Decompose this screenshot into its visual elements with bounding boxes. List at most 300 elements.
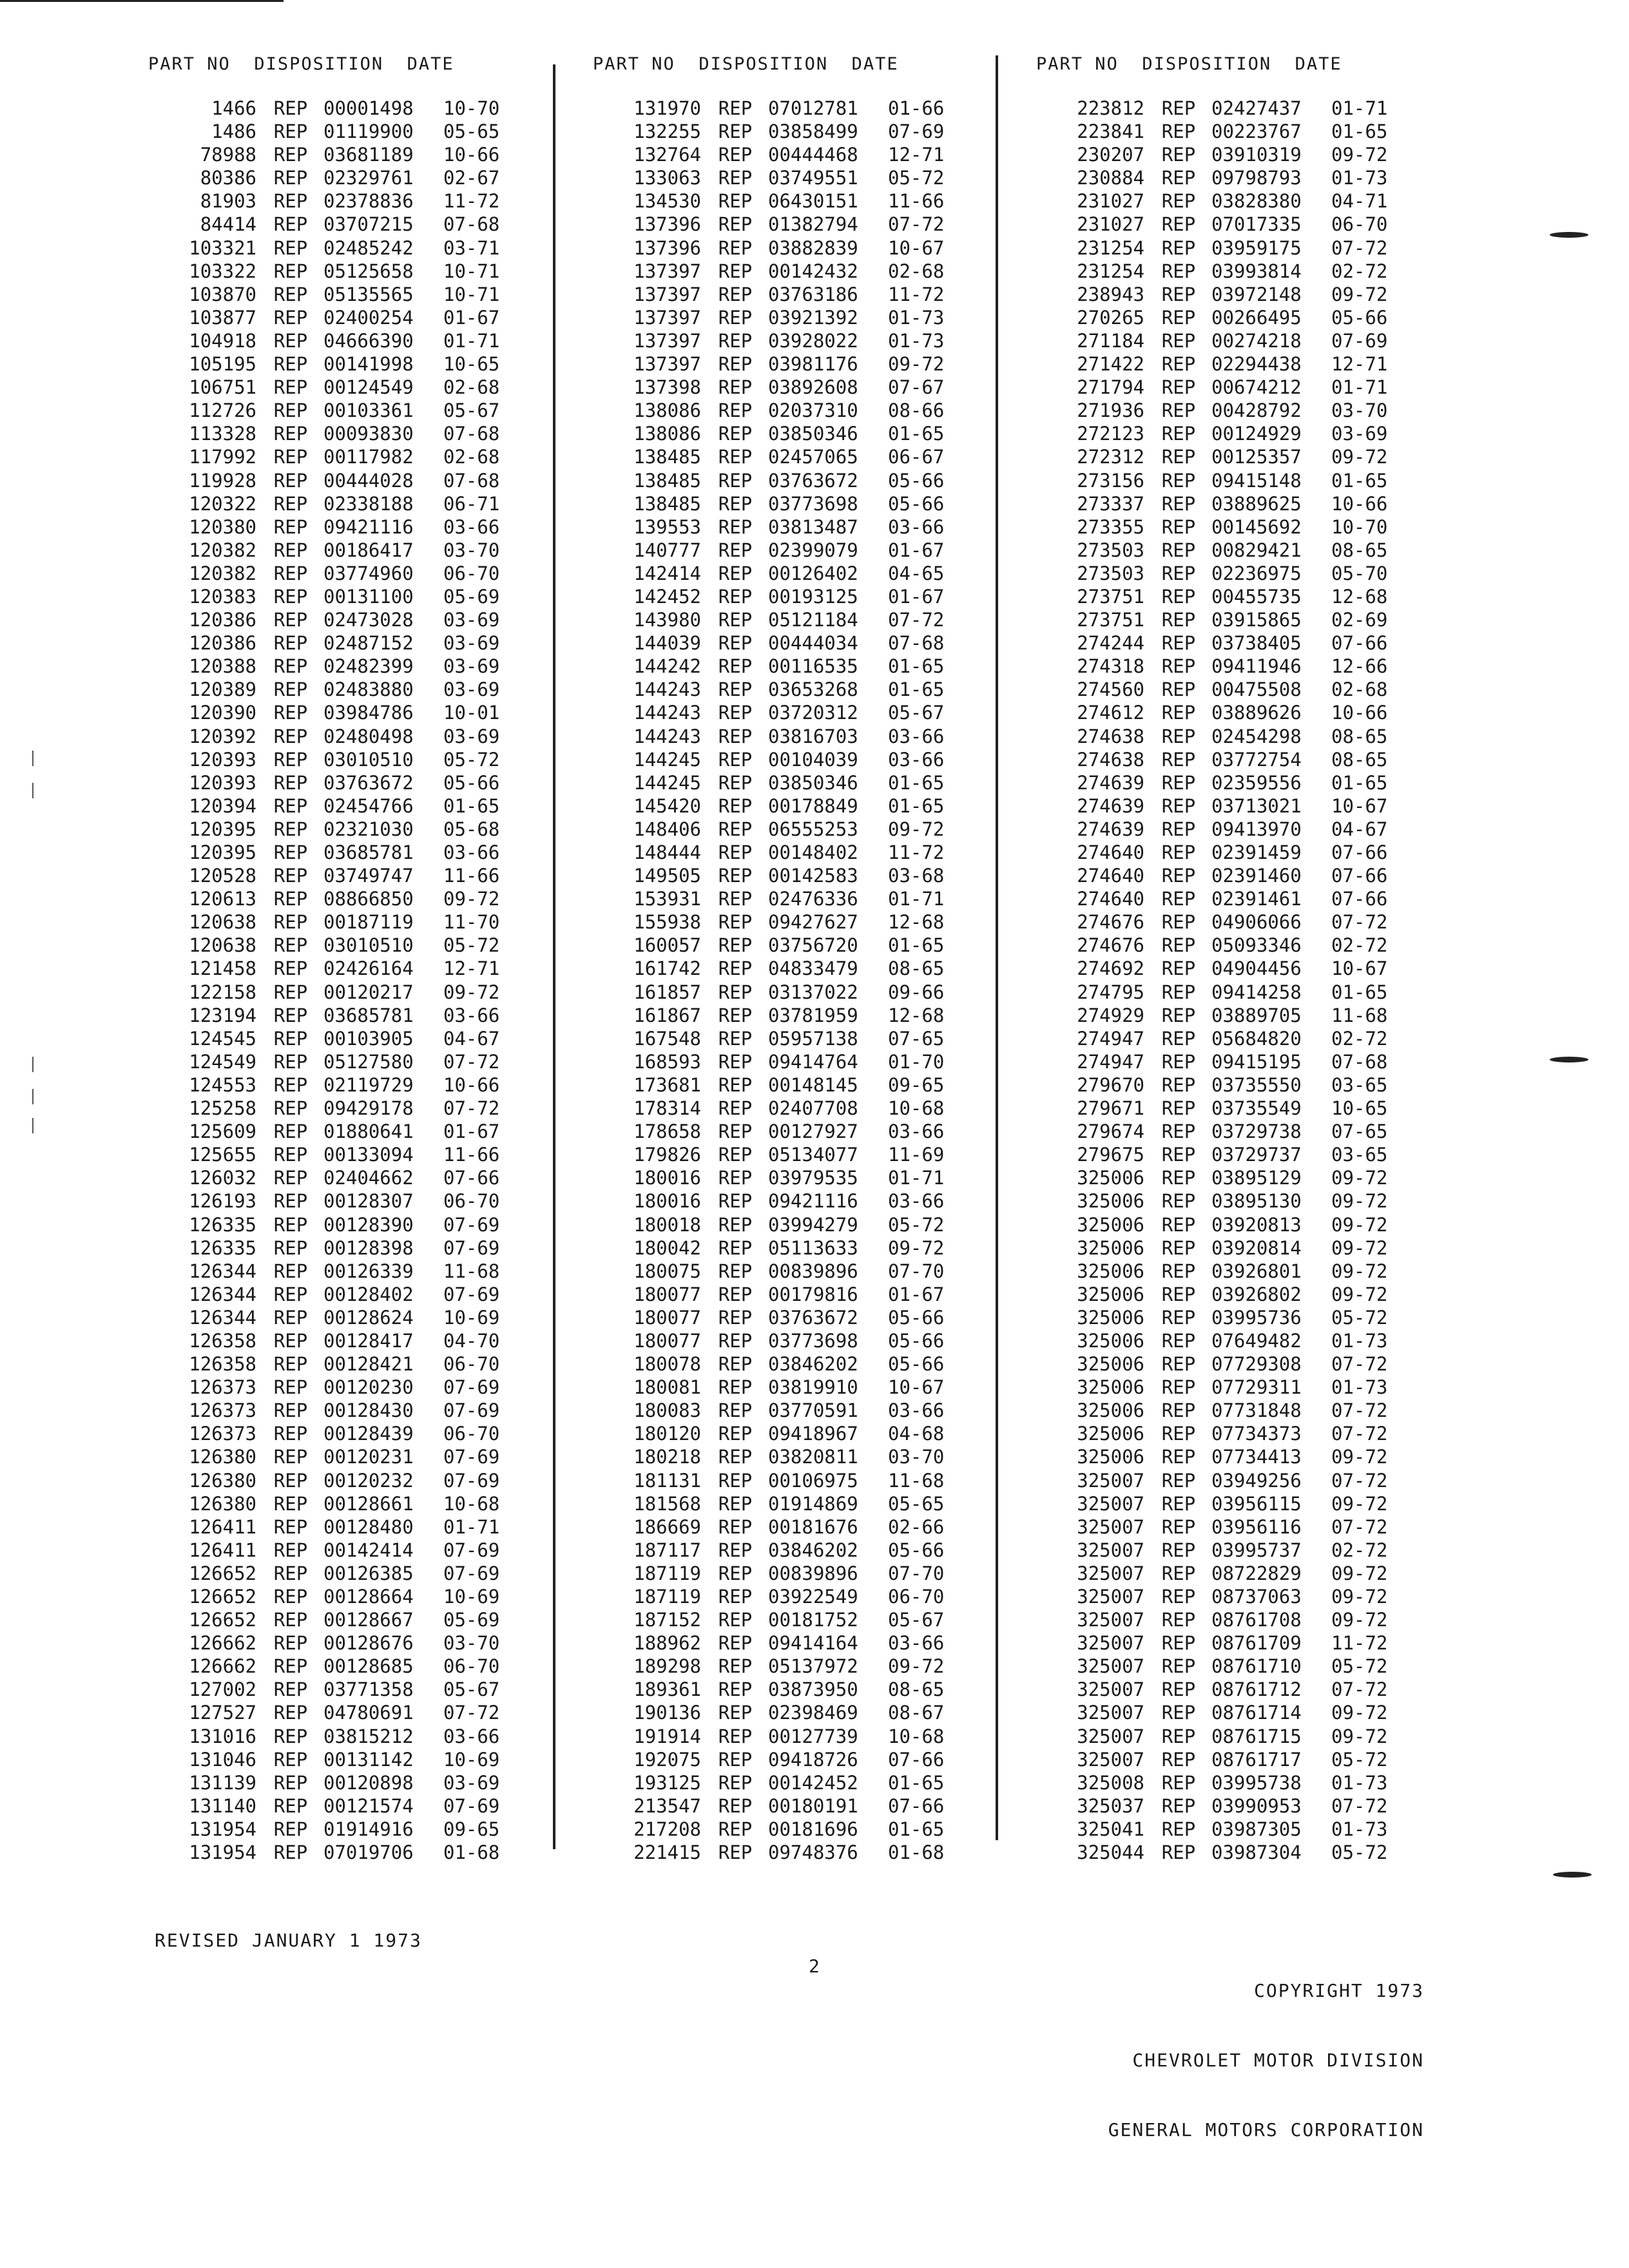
- table-row: [1036, 1329, 1402, 1352]
- table-row: [148, 1771, 514, 1794]
- table-row: [593, 1097, 959, 1120]
- table-row: [148, 166, 514, 189]
- date-cell: 01-65: [1331, 981, 1388, 1003]
- part-no-cell: 124553: [189, 1073, 256, 1096]
- table-row: [593, 166, 959, 189]
- replacement-number-cell: 00128402: [323, 1283, 414, 1305]
- date-cell: 10-66: [1331, 492, 1388, 515]
- part-no-cell: 187119: [633, 1586, 701, 1608]
- replacement-number-cell: 02321030: [323, 818, 414, 840]
- date-cell: 10-68: [888, 1725, 945, 1747]
- part-no-cell: 273156: [1077, 469, 1144, 492]
- replacement-number-cell: 07734373: [1211, 1423, 1302, 1445]
- disposition-cell: REP: [718, 423, 753, 445]
- date-cell: 01-65: [1331, 469, 1388, 492]
- disposition-cell: REP: [1161, 1725, 1196, 1747]
- replacement-number-cell: 03846202: [768, 1539, 858, 1561]
- table-row: [1036, 562, 1402, 585]
- part-no-cell: 325006: [1077, 1446, 1144, 1468]
- table-row: [593, 864, 959, 887]
- date-cell: 06-70: [443, 1353, 500, 1376]
- replacement-number-cell: 03956115: [1211, 1492, 1302, 1515]
- date-cell: 10-65: [443, 353, 500, 376]
- part-no-cell: 272123: [1077, 423, 1144, 445]
- disposition-cell: REP: [1161, 1446, 1196, 1468]
- rows: [148, 97, 514, 1864]
- replacement-number-cell: 00117982: [323, 446, 414, 468]
- table-row: [1036, 515, 1402, 539]
- column-divider: [553, 64, 555, 1849]
- replacement-number-cell: 00128439: [323, 1423, 414, 1445]
- replacement-number-cell: 09413970: [1211, 818, 1302, 840]
- replacement-number-cell: 08761714: [1211, 1702, 1302, 1724]
- replacement-number-cell: 00124929: [1211, 423, 1302, 445]
- replacement-number-cell: 00133094: [323, 1144, 414, 1166]
- part-no-cell: 180077: [633, 1329, 701, 1352]
- date-cell: 11-70: [443, 911, 500, 934]
- part-no-cell: 126662: [189, 1632, 256, 1655]
- date-cell: 01-71: [1331, 376, 1388, 399]
- disposition-cell: REP: [273, 748, 308, 771]
- date-cell: 09-72: [888, 1655, 945, 1678]
- date-cell: 01-67: [888, 585, 945, 608]
- replacement-number-cell: 03685781: [323, 1004, 414, 1026]
- table-row: [593, 213, 959, 236]
- disposition-cell: REP: [1161, 1376, 1196, 1399]
- part-no-cell: 119928: [189, 469, 256, 492]
- date-cell: 07-69: [443, 1446, 500, 1468]
- disposition-cell: REP: [273, 1655, 308, 1678]
- part-no-cell: 137396: [633, 236, 701, 259]
- table-row: [1036, 283, 1402, 306]
- table-row: [593, 539, 959, 562]
- disposition-cell: REP: [1161, 1702, 1196, 1724]
- table-row: [148, 1608, 514, 1631]
- part-no-cell: 138086: [633, 399, 701, 422]
- replacement-number-cell: 00128390: [323, 1213, 414, 1236]
- table-row: [593, 748, 959, 771]
- table-row: [593, 725, 959, 748]
- date-cell: 06-70: [1331, 213, 1388, 236]
- disposition-cell: REP: [718, 794, 753, 817]
- part-no-cell: 137398: [633, 376, 701, 399]
- disposition-cell: REP: [718, 771, 753, 794]
- part-no-cell: 120395: [189, 841, 256, 863]
- disposition-cell: REP: [718, 655, 753, 678]
- replacement-number-cell: 03720312: [768, 702, 858, 724]
- table-row: [148, 1655, 514, 1678]
- disposition-cell: REP: [1161, 376, 1196, 399]
- disposition-cell: REP: [718, 144, 753, 166]
- table-row: [593, 1725, 959, 1748]
- disposition-cell: REP: [1161, 1213, 1196, 1236]
- date-cell: 01-68: [888, 1841, 945, 1864]
- disposition-cell: REP: [1161, 469, 1196, 492]
- table-row: [148, 97, 514, 120]
- date-cell: 12-68: [888, 911, 945, 934]
- date-cell: 10-67: [888, 236, 945, 259]
- scan-tick: [32, 1089, 34, 1104]
- date-cell: 11-72: [1331, 1632, 1388, 1655]
- date-cell: 05-68: [443, 818, 500, 840]
- replacement-number-cell: 05137972: [768, 1655, 858, 1678]
- table-row: [1036, 352, 1402, 376]
- replacement-number-cell: 00131100: [323, 585, 414, 608]
- replacement-number-cell: 02236975: [1211, 562, 1302, 584]
- part-no-cell: 138485: [633, 446, 701, 468]
- date-cell: 03-70: [443, 1632, 500, 1655]
- table-row: [593, 1004, 959, 1027]
- part-no-cell: 120388: [189, 655, 256, 678]
- replacement-number-cell: 04906066: [1211, 911, 1302, 934]
- date-cell: 01-71: [888, 1167, 945, 1189]
- part-no-cell: 273503: [1077, 562, 1144, 584]
- part-no-cell: 137396: [633, 213, 701, 236]
- part-no-cell: 273337: [1077, 492, 1144, 515]
- table-row: [593, 562, 959, 585]
- table-row: [593, 515, 959, 539]
- date-cell: 02-66: [888, 1515, 945, 1538]
- replacement-number-cell: 02457065: [768, 446, 858, 468]
- disposition-cell: REP: [1161, 1399, 1196, 1422]
- replacement-number-cell: 03846202: [768, 1353, 858, 1376]
- replacement-number-cell: 00180191: [768, 1794, 858, 1817]
- replacement-number-cell: 03995737: [1211, 1539, 1302, 1561]
- replacement-number-cell: 03850346: [768, 423, 858, 445]
- part-no-cell: 180077: [633, 1306, 701, 1329]
- table-row: [148, 189, 514, 213]
- replacement-number-cell: 02476336: [768, 888, 858, 910]
- table-row: [1036, 306, 1402, 329]
- replacement-number-cell: 00126339: [323, 1260, 414, 1282]
- part-no-cell: 274929: [1077, 1004, 1144, 1026]
- disposition-cell: REP: [718, 888, 753, 910]
- table-row: [593, 445, 959, 468]
- disposition-cell: REP: [718, 957, 753, 980]
- disposition-cell: REP: [718, 260, 753, 282]
- replacement-number-cell: 02329761: [323, 167, 414, 189]
- table-row: [1036, 1539, 1402, 1562]
- disposition-cell: REP: [273, 1260, 308, 1282]
- disposition-cell: REP: [718, 306, 753, 329]
- replacement-number-cell: 03994279: [768, 1213, 858, 1236]
- disposition-cell: REP: [1161, 1283, 1196, 1305]
- date-cell: 10-66: [443, 144, 500, 166]
- replacement-number-cell: 03858499: [768, 120, 858, 143]
- date-cell: 07-70: [888, 1562, 945, 1584]
- date-cell: 01-65: [888, 1771, 945, 1794]
- replacement-number-cell: 02404662: [323, 1167, 414, 1189]
- date-cell: 03-66: [888, 1190, 945, 1213]
- date-cell: 07-69: [443, 1213, 500, 1236]
- table-row: [1036, 97, 1402, 120]
- date-cell: 06-70: [443, 1423, 500, 1445]
- table-row: [593, 957, 959, 980]
- replacement-number-cell: 03895130: [1211, 1190, 1302, 1213]
- table-row: [1036, 1631, 1402, 1655]
- date-cell: 07-70: [888, 1260, 945, 1282]
- disposition-cell: REP: [273, 1073, 308, 1096]
- disposition-cell: REP: [273, 539, 308, 561]
- part-no-cell: 274640: [1077, 865, 1144, 887]
- part-no-cell: 231254: [1077, 260, 1144, 282]
- part-no-cell: 180083: [633, 1399, 701, 1422]
- date-cell: 09-72: [888, 1236, 945, 1259]
- part-no-cell: 126373: [189, 1376, 256, 1399]
- disposition-cell: REP: [718, 213, 753, 236]
- date-cell: 01-65: [888, 934, 945, 957]
- disposition-cell: REP: [718, 1283, 753, 1305]
- part-no-cell: 126335: [189, 1213, 256, 1236]
- disposition-cell: REP: [273, 1818, 308, 1840]
- date-cell: 09-72: [1331, 1492, 1388, 1515]
- disposition-cell: REP: [273, 818, 308, 840]
- date-cell: 03-69: [443, 609, 500, 631]
- table-row: [593, 306, 959, 329]
- disposition-cell: REP: [1161, 609, 1196, 631]
- part-no-cell: 187117: [633, 1539, 701, 1561]
- replacement-number-cell: 02480498: [323, 725, 414, 747]
- table-row: [148, 771, 514, 794]
- table-row: [1036, 864, 1402, 887]
- disposition-cell: REP: [718, 167, 753, 189]
- disposition-cell: REP: [273, 329, 308, 352]
- replacement-number-cell: 03928022: [768, 329, 858, 352]
- table-row: [593, 1631, 959, 1655]
- disposition-cell: REP: [273, 1283, 308, 1305]
- date-cell: 04-70: [443, 1329, 500, 1352]
- part-no-cell: 138086: [633, 423, 701, 445]
- part-no-cell: 125258: [189, 1097, 256, 1120]
- disposition-cell: REP: [1161, 1469, 1196, 1492]
- table-row: [148, 1236, 514, 1260]
- part-no-cell: 221415: [633, 1841, 701, 1864]
- disposition-cell: REP: [1161, 1586, 1196, 1608]
- replacement-number-cell: 02391461: [1211, 888, 1302, 910]
- replacement-number-cell: 09421116: [323, 515, 414, 538]
- replacement-number-cell: 03956116: [1211, 1515, 1302, 1538]
- part-no-cell: 187119: [633, 1562, 701, 1584]
- page-number: 2: [809, 1956, 821, 1977]
- disposition-cell: REP: [1161, 1562, 1196, 1584]
- replacement-number-cell: 03781959: [768, 1004, 858, 1026]
- replacement-number-cell: 09415195: [1211, 1050, 1302, 1073]
- part-no-cell: 144245: [633, 748, 701, 771]
- date-cell: 01-67: [443, 1120, 500, 1143]
- replacement-number-cell: 04666390: [323, 329, 414, 352]
- table-row: [1036, 1027, 1402, 1050]
- part-no-cell: 120386: [189, 609, 256, 631]
- table-row: [148, 1352, 514, 1376]
- date-cell: 01-73: [1331, 1771, 1388, 1794]
- table-row: [148, 143, 514, 166]
- date-cell: 07-69: [443, 1469, 500, 1492]
- part-no-cell: 126193: [189, 1190, 256, 1213]
- date-cell: 12-68: [1331, 585, 1388, 608]
- replacement-number-cell: 03921392: [768, 306, 858, 329]
- table-row: [1036, 934, 1402, 957]
- scan-tick: [32, 1057, 34, 1072]
- part-no-cell: 145420: [633, 794, 701, 817]
- part-no-cell: 138485: [633, 469, 701, 492]
- date-cell: 01-73: [1331, 1329, 1388, 1352]
- disposition-cell: REP: [1161, 888, 1196, 910]
- part-no-cell: 126373: [189, 1399, 256, 1422]
- disposition-cell: REP: [1161, 1609, 1196, 1631]
- part-no-cell: 126411: [189, 1539, 256, 1561]
- replacement-number-cell: 00126402: [768, 562, 858, 584]
- date-cell: 06-70: [443, 1655, 500, 1678]
- part-no-cell: 149505: [633, 865, 701, 887]
- replacement-number-cell: 02482399: [323, 655, 414, 678]
- date-cell: 03-66: [443, 1004, 500, 1026]
- part-no-cell: 144243: [633, 702, 701, 724]
- replacement-number-cell: 03873950: [768, 1678, 858, 1701]
- disposition-cell: REP: [718, 1748, 753, 1771]
- replacement-number-cell: 05135565: [323, 283, 414, 305]
- date-cell: 01-66: [888, 97, 945, 119]
- date-cell: 11-72: [443, 190, 500, 213]
- part-no-cell: 273355: [1077, 515, 1144, 538]
- date-cell: 09-72: [1331, 1725, 1388, 1747]
- date-cell: 10-71: [443, 283, 500, 305]
- part-no-cell: 325007: [1077, 1492, 1144, 1515]
- table-row: [1036, 1725, 1402, 1748]
- disposition-cell: REP: [718, 353, 753, 376]
- table-row: [148, 1073, 514, 1097]
- disposition-cell: REP: [273, 678, 308, 701]
- table-row: [1036, 1004, 1402, 1027]
- date-cell: 02-68: [888, 260, 945, 282]
- part-no-cell: 238943: [1077, 283, 1144, 305]
- table-row: [1036, 748, 1402, 771]
- replacement-number-cell: 00223767: [1211, 120, 1302, 143]
- disposition-cell: REP: [718, 562, 753, 584]
- table-row: [593, 1166, 959, 1189]
- date-cell: 07-65: [1331, 1120, 1388, 1143]
- table-row: [593, 1236, 959, 1260]
- date-cell: 01-65: [888, 794, 945, 817]
- replacement-number-cell: 03770591: [768, 1399, 858, 1422]
- replacement-number-cell: 03749747: [323, 865, 414, 887]
- part-no-cell: 180077: [633, 1283, 701, 1305]
- part-no-cell: 274318: [1077, 655, 1144, 678]
- disposition-cell: REP: [718, 539, 753, 561]
- replacement-number-cell: 02487152: [323, 632, 414, 655]
- part-no-cell: 325006: [1077, 1329, 1144, 1352]
- table-row: [148, 818, 514, 841]
- date-cell: 03-66: [443, 515, 500, 538]
- replacement-number-cell: 01880641: [323, 1120, 414, 1143]
- replacement-number-cell: 07017335: [1211, 213, 1302, 236]
- disposition-cell: REP: [273, 1446, 308, 1468]
- replacement-number-cell: 00120217: [323, 981, 414, 1003]
- date-cell: 10-66: [443, 1073, 500, 1096]
- table-row: [593, 1445, 959, 1468]
- part-no-cell: 126380: [189, 1469, 256, 1492]
- replacement-number-cell: 03959175: [1211, 236, 1302, 259]
- part-no-cell: 120393: [189, 748, 256, 771]
- part-no-cell: 126358: [189, 1353, 256, 1376]
- disposition-cell: REP: [273, 376, 308, 399]
- part-no-cell: 190136: [633, 1702, 701, 1724]
- date-cell: 04-65: [888, 562, 945, 584]
- part-no-cell: 131140: [189, 1794, 256, 1817]
- part-no-cell: 126373: [189, 1423, 256, 1445]
- table-row: [1036, 1260, 1402, 1283]
- disposition-cell: REP: [1161, 1748, 1196, 1771]
- disposition-cell: REP: [273, 1539, 308, 1561]
- replacement-number-cell: 02485242: [323, 236, 414, 259]
- date-cell: 05-67: [888, 1609, 945, 1631]
- date-cell: 07-69: [443, 1236, 500, 1259]
- disposition-cell: REP: [273, 144, 308, 166]
- date-cell: 01-73: [888, 329, 945, 352]
- date-cell: 09-72: [1331, 446, 1388, 468]
- table-row: [593, 1515, 959, 1539]
- replacement-number-cell: 00839896: [768, 1260, 858, 1282]
- replacement-number-cell: 05127580: [323, 1050, 414, 1073]
- disposition-cell: REP: [273, 1004, 308, 1026]
- part-no-cell: 144243: [633, 678, 701, 701]
- scan-tick: [32, 751, 34, 766]
- date-cell: 05-66: [888, 469, 945, 492]
- disposition-cell: REP: [1161, 911, 1196, 934]
- disposition-cell: REP: [273, 1167, 308, 1189]
- date-cell: 11-66: [443, 1144, 500, 1166]
- part-no-cell: 126662: [189, 1655, 256, 1678]
- date-cell: 03-66: [888, 748, 945, 771]
- date-cell: 01-71: [888, 888, 945, 910]
- part-no-cell: 153931: [633, 888, 701, 910]
- disposition-cell: REP: [1161, 818, 1196, 840]
- replacement-number-cell: 03763672: [323, 771, 414, 794]
- date-cell: 04-68: [888, 1423, 945, 1445]
- part-no-cell: 126335: [189, 1236, 256, 1259]
- disposition-cell: REP: [1161, 306, 1196, 329]
- table-row: [1036, 213, 1402, 236]
- part-no-cell: 325006: [1077, 1190, 1144, 1213]
- replacement-number-cell: 03819910: [768, 1376, 858, 1399]
- table-row: [593, 283, 959, 306]
- part-no-cell: 120382: [189, 562, 256, 584]
- table-row: [148, 701, 514, 724]
- part-no-cell: 123194: [189, 1004, 256, 1026]
- disposition-cell: REP: [718, 236, 753, 259]
- date-cell: 01-67: [888, 1283, 945, 1305]
- table-row: [148, 1120, 514, 1143]
- replacement-number-cell: 01382794: [768, 213, 858, 236]
- replacement-number-cell: 00428792: [1211, 399, 1302, 422]
- date-cell: 07-72: [888, 609, 945, 631]
- table-row: [1036, 1608, 1402, 1631]
- scan-tick: [32, 783, 34, 798]
- date-cell: 06-70: [443, 562, 500, 584]
- part-no-cell: 144243: [633, 725, 701, 747]
- part-no-cell: 325006: [1077, 1423, 1144, 1445]
- replacement-number-cell: 09429178: [323, 1097, 414, 1120]
- disposition-cell: REP: [1161, 1794, 1196, 1817]
- disposition-cell: REP: [273, 1097, 308, 1120]
- part-no-cell: 273751: [1077, 609, 1144, 631]
- table-row: [148, 1050, 514, 1073]
- header-disposition: DISPOSITION: [1142, 54, 1272, 74]
- date-cell: 05-65: [888, 1492, 945, 1515]
- header-date: DATE: [851, 54, 899, 74]
- table-row: [1036, 1236, 1402, 1260]
- table-row: [1036, 1678, 1402, 1701]
- replacement-number-cell: 03681189: [323, 144, 414, 166]
